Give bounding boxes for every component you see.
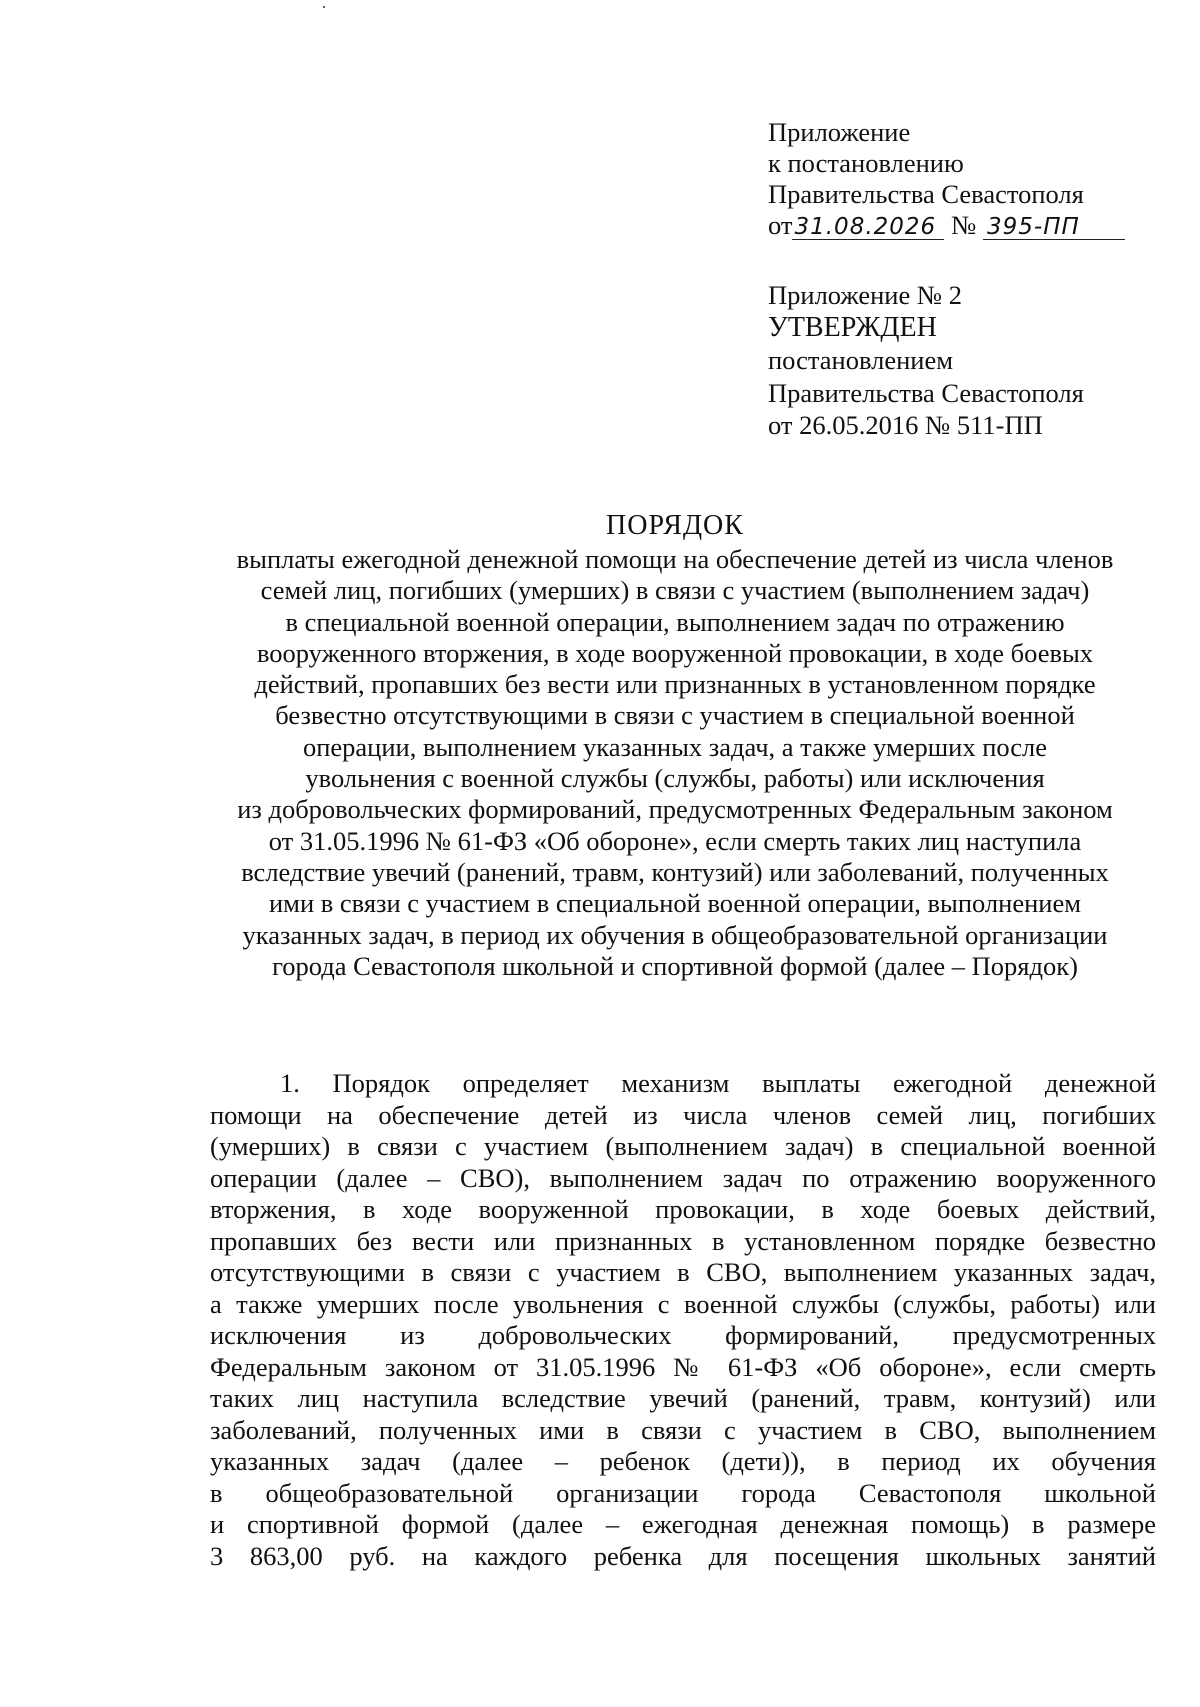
paragraph-line: в общеобразовательной организации города Севастополя школьной	[210, 1477, 1156, 1508]
subtitle-line: из добровольческих формирований, предусмотренных Федеральным законом	[237, 794, 1113, 825]
subtitle-line: города Севастополя школьной и спортивной формой (далее – Порядок)	[272, 950, 1078, 981]
subtitle-line: ими в связи с участием в специальной военной операции, выполнением	[269, 888, 1081, 919]
paragraph-line: вторжения, в ходе вооруженной провокации, в ходе боевых действий,	[210, 1194, 1156, 1224]
paragraph-line: исключения из добровольческих формирований, предусмотренных	[210, 1320, 1156, 1350]
paragraph-line: пропавших без вести или признанных в установленном порядке безвестно	[210, 1225, 1156, 1256]
appendix-number: Приложение № 2	[768, 280, 963, 310]
approved-government: Правительства Севастополя	[768, 377, 1084, 408]
handwritten-date: 31.08.2026	[792, 215, 944, 240]
subtitle-line: указанных задач, в период их обучения в общеобразовательной организации	[242, 919, 1108, 950]
paragraph-line: Федеральным законом от 31.05.1996 № 61-ФЗ «Об обороне», если смерть	[210, 1351, 1156, 1382]
subtitle-line: увольнения с военной службы (службы, работы) или исключения	[305, 763, 1045, 794]
annex-label: Приложение	[768, 117, 911, 147]
subtitle-line: вследствие увечий (ранений, травм, контузий) или заболеваний, полученных	[241, 856, 1109, 887]
approved-label: УТВЕРЖДЕН	[768, 311, 937, 343]
paragraph-line: помощи на обеспечение детей из числа членов семей лиц, погибших	[210, 1099, 1156, 1130]
subtitle-line: от 31.05.1996 № 61-ФЗ «Об обороне», если смерть таких лиц наступила	[268, 825, 1082, 856]
annex-date-number-line	[768, 210, 1125, 241]
date-prefix: от	[768, 210, 793, 240]
annex-government: Правительства Севастополя	[768, 179, 1084, 209]
subtitle-line: действий, пропавших без вести или признанных в установленном порядке	[254, 669, 1096, 700]
number-prefix: №	[951, 210, 977, 240]
paragraph-line: таких лиц наступила вследствие увечий (ранений, травм, контузий) или	[210, 1383, 1156, 1413]
appendix-header	[768, 279, 1084, 442]
paragraph-line: (умерших) в связи с участием (выполнением задач) в специальной военной	[210, 1131, 1156, 1161]
document-title: ПОРЯДОК	[606, 510, 744, 541]
paragraph-1	[210, 1068, 1156, 1572]
scan-speck	[323, 6, 325, 8]
paragraph-line: операции (далее – СВО), выполнением задач по отражению вооруженного	[210, 1162, 1156, 1193]
paragraph-line: заболеваний, полученных ими в связи с участием в СВО, выполнением	[210, 1414, 1156, 1445]
subtitle-line: безвестно отсутствующими в связи с участием в специальной военной	[275, 700, 1075, 731]
paragraph-line: 1. Порядок определяет механизм выплаты ежегодной денежной	[280, 1068, 1156, 1098]
subtitle-line: семей лиц, погибших (умерших) в связи с участием (выполнением задач)	[260, 575, 1090, 606]
subtitle-line: операции, выполнением указанных задач, а также умерших после	[302, 731, 1048, 762]
annex-to-resolution: к постановлению	[768, 148, 964, 178]
approved-by: постановлением	[768, 345, 953, 375]
document-subtitle	[180, 544, 1170, 982]
annex-header	[768, 117, 1125, 241]
subtitle-line: вооруженного вторжения, в ходе вооруженной провокации, в ходе боевых	[256, 637, 1094, 668]
paragraph-line: 3 863,00 руб. на каждого ребенка для посещения школьных занятий	[210, 1540, 1156, 1571]
subtitle-line: выплаты ежегодной денежной помощи на обеспечение детей из числа членов	[236, 544, 1114, 574]
paragraph-line: указанных задач (далее – ребенок (дети)), в период их обучения	[210, 1446, 1156, 1476]
subtitle-line: в специальной военной операции, выполнением задач по отражению	[285, 606, 1065, 637]
handwritten-number: 395-ПП	[983, 215, 1125, 240]
paragraph-line: и спортивной формой (далее – ежегодная денежная помощь) в размере	[210, 1509, 1156, 1539]
paragraph-line: а также умерших после увольнения с военной службы (службы, работы) или	[210, 1288, 1156, 1319]
approved-date-number: от 26.05.2016 № 511-ПП	[768, 410, 1043, 440]
paragraph-line: отсутствующими в связи с участием в СВО, выполнением указанных задач,	[210, 1257, 1156, 1287]
